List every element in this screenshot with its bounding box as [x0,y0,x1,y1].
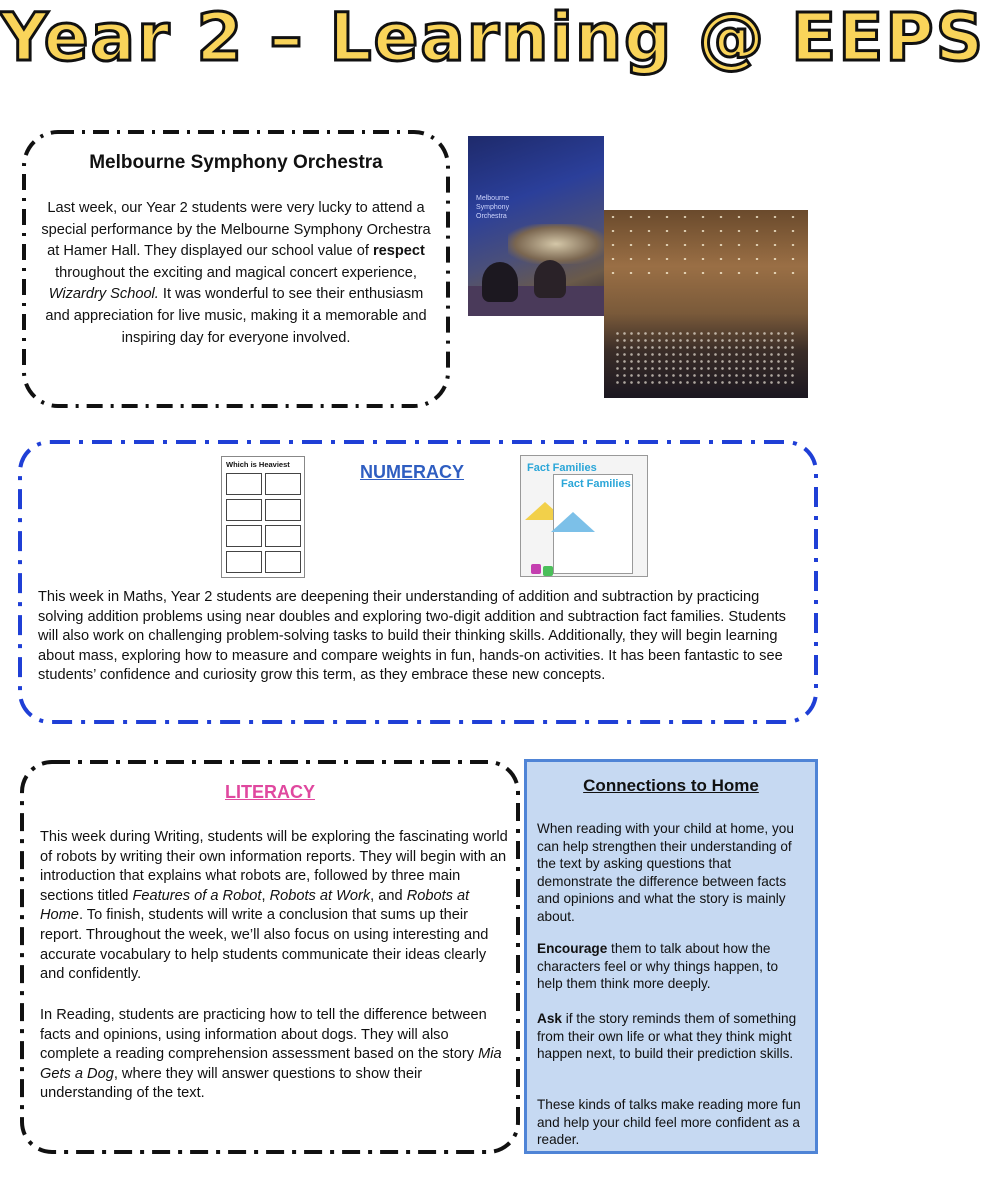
orchestra-stage-photo [604,210,808,398]
orchestra-sign: Melbourne Symphony Orchestra [476,195,510,220]
connections-intro-text: When reading with your child at home, you can help strengthen their understanding of the text by asking questions that demonstrate the difference between facts and opinions and what the story is mainly about. [537,821,794,924]
fact-families-label: Fact Families [527,462,597,474]
fact-families-label-front: Fact Families [561,478,631,490]
connections-to-home-section [524,759,818,1154]
fact-families-worksheet-image [520,455,648,577]
connections-ask-text: Ask if the story reminds them of something from their own life or what they think might happen next, to build their prediction skills. [537,1011,797,1062]
heaviest-worksheet-image [221,456,305,578]
numeracy-text: This week in Maths, Year 2 students are deepening their understanding of addition and subtraction by practicing solving addition problems using near doubles and exploring two-digit addition and subtraction fact families. Students will also work on challenging problem-solving tasks to build their thinking skills. Additionally, they will begin learning about mass, exploring how to measure and compare weights in fun, hands-on activities. It has been fantastic to see students’ confidence and curiosity grow this term, as they embrace these new concepts. [38,589,786,684]
symphony-section [22,130,450,408]
page-title: Year 2 – Learning @ EEPS [0,0,985,76]
worksheet-title: Which is Heaviest [226,460,290,469]
numeracy-section [18,440,818,724]
connections-closing-text: These kinds of talks make reading more fun and help your child feel more confident as a reader. [537,1097,801,1148]
symphony-heading: Melbourne Symphony Orchestra [89,152,383,173]
symphony-text: Last week, our Year 2 students were very lucky to attend a special performance by the Melbourne Symphony Orchestra at Hamer Hall. They displayed our school value of respect throughout the exciting and magical concert experience, Wizardry School. It was wonderful to see their enthusiasm and appreciation for live music, making it a memorable and inspiring day for everyone involved. [41,200,431,346]
literacy-reading-text: In Reading, students are practicing how to tell the difference between facts and opinions, using information about dogs. They will also complete a reading comprehension assessment based on the story Mia Gets a Dog, where they will answer questions to show their understanding of the text. [40,1007,502,1102]
connections-encourage-text: Encourage them to talk about how the characters feel or why things happen, to help them think more deeply. [537,941,779,992]
literacy-writing-text: This week during Writing, students will be exploring the fascinating world of robots by writing their own information reports. They will begin with an introduction that explains what robots are, followed by three main sections titled Features of a Robot, Robots at Work, and Robots at Home. To finish, students will write a conclusion that sums up their report. Throughout the week, we’ll also focus on using interesting and accurate vocabulary to help students communicate their ideas clearly and confidently. [40,829,508,983]
concert-hall-photo [468,136,604,316]
literacy-heading: LITERACY [225,782,315,802]
connections-heading: Connections to Home [583,776,759,795]
literacy-section [20,760,520,1154]
numeracy-heading: NUMERACY [360,462,465,482]
